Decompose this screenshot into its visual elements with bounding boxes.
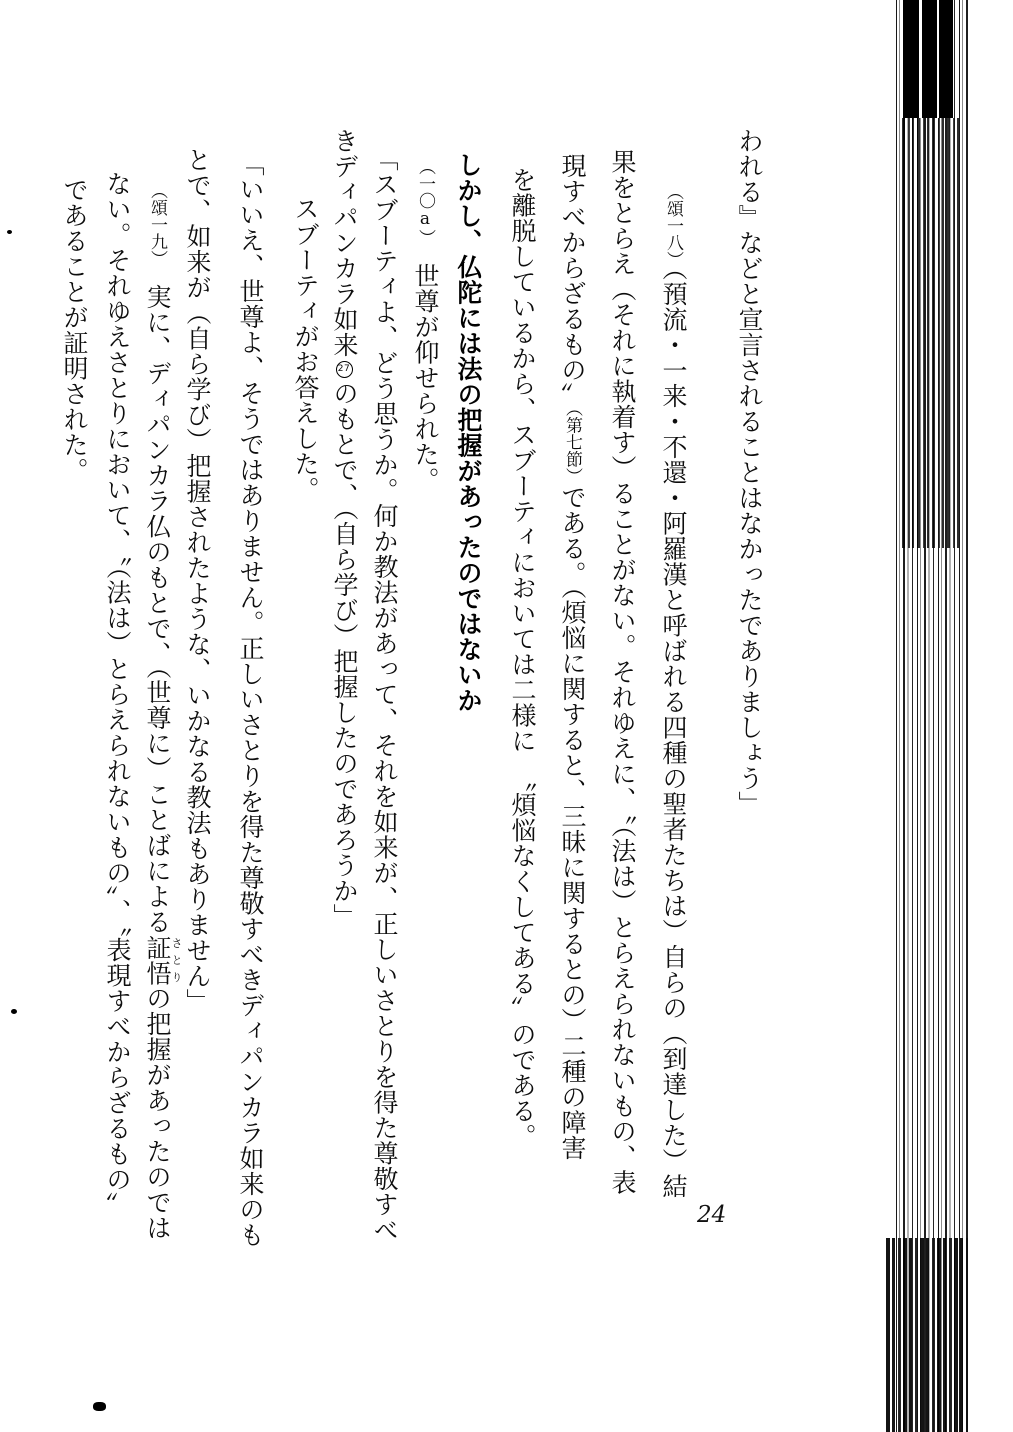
page-number: 24 [697, 1202, 727, 1228]
scan-artifact-band-bottom [886, 1238, 968, 1432]
scan-speck [93, 1402, 106, 1411]
column-text: であることが証明された。 [60, 177, 89, 483]
section-number-tag: （第七節） [562, 408, 582, 485]
ruby-text: さとり [170, 934, 183, 986]
tag-text: ） [415, 229, 435, 238]
text-column-11 [234, 151, 267, 1248]
verse-number-tag: （頌一九） [147, 182, 167, 259]
section-heading [452, 152, 485, 713]
column-text: を離脱しているから、スブーティにおいては二様に 〝煩悩なくしてある〞のである。 [508, 167, 537, 1149]
text-column-10 [289, 196, 322, 502]
text-column-14 [101, 171, 134, 1218]
column-text: のもとで、（自ら学び）把握したのであろうか」 [330, 380, 359, 929]
text-column-1 [733, 128, 766, 817]
column-text: （預流・一来・不還・阿羅漢と呼ばれる四種の聖者たちは）自らの（到達した）結 [659, 268, 688, 1199]
column-text: とで、如来が（自ら学び）把握されたような、いかなる教法もありません」 [183, 147, 212, 1014]
text-column-7 [409, 158, 442, 493]
passage-number-tag [415, 158, 435, 238]
column-text: 実に、ディパンカラ仏のもとで、（世尊に）ことばによる [143, 258, 172, 935]
scan-speck [7, 230, 12, 234]
column-text: スブーティがお答えした。 [291, 196, 320, 502]
column-text: ない。それゆえさとりにおいて、〝（法は）とらえられないもの〞、〝表現すべからざるもの〞 [103, 171, 132, 1218]
verse-number-tag: （頌一八） [663, 183, 683, 268]
scan-speck [11, 1009, 17, 1014]
footnote-marker-27: 27 [336, 361, 353, 378]
column-text: 「いいえ、世尊よ、そうではありません。正しいさとりを得た尊敬すべきディパンカラ如来のも [236, 151, 265, 1248]
scan-artifact-band-mid [902, 118, 960, 548]
heading-text: しかし、仏陀には法の把握があったのではないか [454, 152, 483, 713]
text-column-4 [556, 153, 589, 1161]
tag-letter: a [415, 209, 435, 229]
ruby-annotation [143, 934, 183, 986]
column-text: 「スブーティよ、どう思うか。何か教法があって、それを如来が、正しいさとりを得た尊敬すべ [370, 146, 399, 1243]
column-text: の把握があったのでは [143, 985, 172, 1241]
tag-text: （一〇 [415, 158, 435, 209]
text-column-15 [58, 177, 91, 483]
text-column-13 [141, 182, 183, 1241]
text-column-9 [328, 128, 361, 929]
column-text: 現すべからざるもの〞 [558, 153, 587, 408]
text-column-3 [606, 149, 639, 1195]
column-text: われる』などと宣言されることはなかったでありましょう」 [735, 128, 764, 817]
column-text: 世尊が仰せられた。 [411, 237, 440, 493]
column-text: である。（煩悩に関すると、三昧に関するとの）二種の障害 [558, 484, 587, 1161]
text-column-8 [368, 146, 401, 1243]
scan-artifact-band-top [903, 0, 953, 118]
ruby-base: 証悟 [143, 934, 172, 986]
column-text: 果をとらえ（それに執着す）ることがない。それゆえに、〝（法は）とらえられないもの、表 [608, 149, 637, 1195]
text-column-2 [657, 183, 690, 1199]
text-column-12 [181, 147, 214, 1014]
column-text: きディパンカラ如来 [330, 128, 359, 358]
text-column-5 [506, 167, 539, 1149]
